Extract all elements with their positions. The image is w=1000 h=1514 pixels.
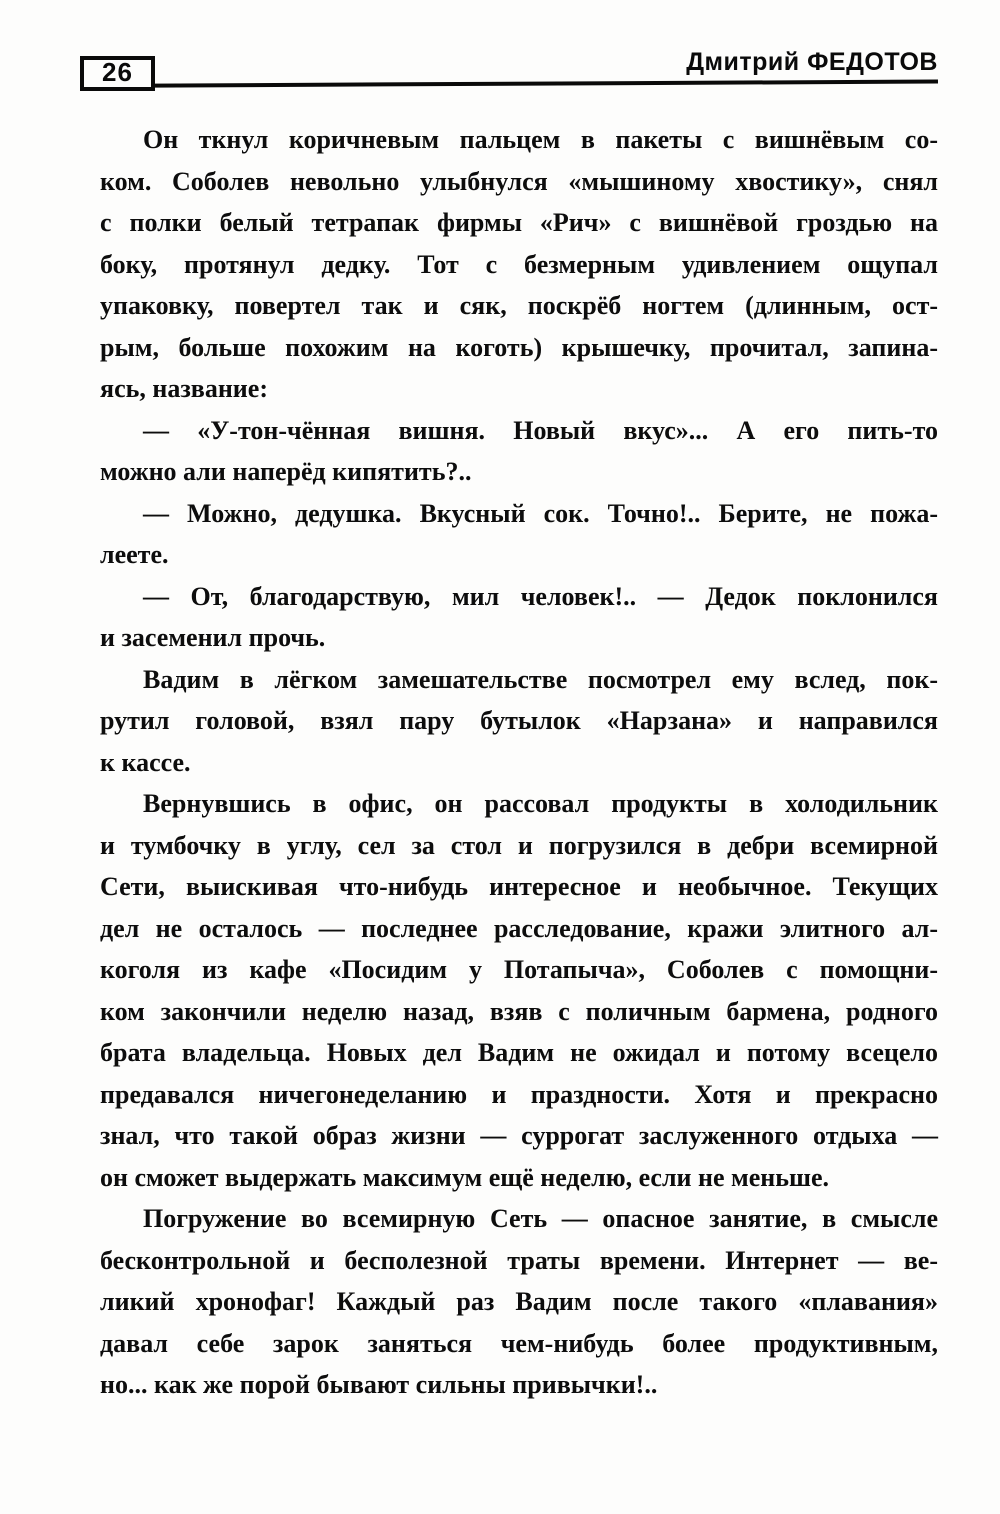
text-line: и тумбочку в углу, сел за стол и погрузился в дебри всемирной [100, 830, 938, 860]
text-line: Он ткнул коричневым пальцем в пакеты с вишнёвым со- [143, 125, 938, 154]
text-line: упаковку, повертел так и сяк, поскрёб ногтем (длинным, ост- [100, 291, 938, 320]
text-line: коголя из кафе «Посидим у Потапыча», Соболев с помощни- [100, 955, 938, 984]
text-line: к кассе. [100, 747, 191, 777]
text-line: можно али наперёд кипятить?.. [100, 457, 472, 486]
text-line: — «У-тон-чённая вишня. Новый вкус»... А его пить-то [143, 415, 938, 445]
text-line: предавался ничегонеделанию и праздности. Хотя и прекрасно [100, 1079, 938, 1109]
text-line: Погружение во всемирную Сеть — опасное занятие, в смысле [143, 1204, 938, 1233]
header-rule [82, 80, 938, 88]
page-number: 26 [102, 57, 133, 87]
text-line: ком закончили неделю назад, взяв с поличным бармена, родного [100, 996, 938, 1026]
text-line: и засеменил прочь. [100, 623, 326, 652]
text-line: леете. [100, 540, 169, 569]
author-name: Дмитрий ФЕДОТОВ [686, 48, 938, 76]
text-line: ясь, название: [100, 374, 268, 403]
text-line: Вадим в лёгком замешательстве посмотрел ему вслед, пок- [143, 664, 938, 694]
text-line: он сможет выдержать максимум ещё неделю, если не меньше. [100, 1162, 830, 1192]
text-line: с полки белый тетрапак фирмы «Рич» с вишнёвой гроздью на [100, 208, 938, 237]
text-line: давал себе зарок заняться чем-нибудь более продуктивным, [100, 1328, 938, 1358]
text-line: — От, благодарствую, мил человек!.. — Дедок поклонился [143, 581, 938, 611]
text-line: брата владельца. Новых дел Вадим не ожидал и потому всецело [100, 1038, 938, 1067]
text-line: — Можно, дедушка. Вкусный сок. Точно!.. Берите, не пожа- [143, 498, 938, 528]
text-line: рутил головой, взял пару бутылок «Нарзана» и направился [100, 706, 938, 735]
text-line: но... как же порой бывают сильны привычки!.. [100, 1370, 658, 1399]
text-line: Сети, выискивая что-нибудь интересное и необычное. Текущих [100, 872, 938, 901]
text-line: бесконтрольной и бесполезной траты времени. Интернет — ве- [100, 1245, 938, 1275]
text-body [100, 119, 938, 1406]
text-line: дел не осталось — последнее расследование, кражи элитного ал- [100, 913, 938, 943]
text-line: боку, протянул дедку. Тот с безмерным удивлением ощупал [100, 249, 938, 279]
text-line: Вернувшись в офис, он рассовал продукты в холодильник [143, 789, 938, 818]
text-line: знал, что такой образ жизни — суррогат заслуженного отдыха — [100, 1121, 938, 1150]
text-line: ком. Соболев невольно улыбнулся «мышиному хвостику», снял [100, 166, 938, 196]
text-line: ликий хронофаг! Каждый раз Вадим после такого «плавания» [100, 1287, 938, 1316]
page-number-box [80, 56, 155, 91]
text-line: рым, больше похожим на коготь) крышечку, прочитал, запина- [100, 332, 938, 362]
